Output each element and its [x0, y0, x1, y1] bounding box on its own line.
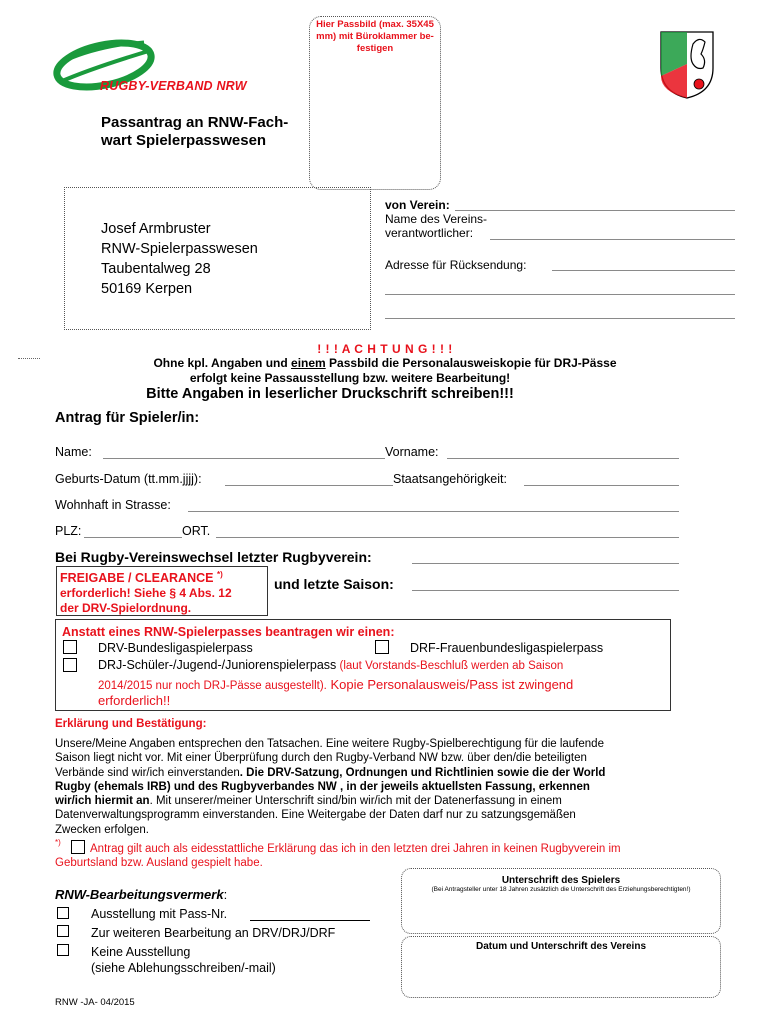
- declaration-line-2: Saison liegt nicht vor. Mit einer Überprüfung durch den Rugby-Verband NW bzw. über den/die beteiligten: [55, 752, 587, 765]
- forward-label: Zur weiteren Bearbeitung an DRV/DRJ/DRF: [91, 926, 336, 940]
- clearance-line-3: der DRV-Spielordnung.: [60, 601, 192, 615]
- last-club-field[interactable]: [412, 563, 679, 564]
- zip-field[interactable]: [84, 537, 182, 538]
- name-field[interactable]: [103, 458, 385, 459]
- processing-heading: [55, 887, 227, 902]
- address-street: Taubentalweg 28: [101, 261, 211, 277]
- oath-line-1: Antrag gilt auch als eidesstattliche Erklärung das ich in den letzten drei Jahren in keinen Rugbyverein im: [90, 843, 621, 855]
- return-address-field-1[interactable]: [552, 270, 735, 271]
- from-club-label: von Verein:: [385, 198, 450, 212]
- attention-line-1b: Passbild die Personalausweiskopie für DRJ-Pässe: [325, 356, 617, 370]
- title-line-2: wart Spielerpasswesen: [101, 132, 267, 149]
- birthdate-field[interactable]: [225, 485, 393, 486]
- street-field[interactable]: [188, 511, 679, 512]
- return-address-field-3[interactable]: [385, 318, 735, 319]
- drj-jugend-line: [98, 658, 563, 672]
- club-signature-label: Datum und Unterschrift des Vereins: [475, 941, 647, 952]
- address-city: 50169 Kerpen: [101, 281, 193, 297]
- photo-box-text: Hier Passbild (max. 35X45 mm) mit Büroklammer be-festigen: [316, 19, 434, 54]
- last-season-label: und letzte Saison:: [274, 576, 394, 592]
- issue-pass-checkbox[interactable]: [57, 907, 69, 919]
- zip-label: PLZ:: [55, 524, 82, 538]
- drf-frauen-label: DRF-Frauenbundesligaspielerpass: [410, 641, 604, 655]
- declaration-line-3: [55, 766, 681, 780]
- drj-jugend-checkbox[interactable]: [63, 658, 77, 672]
- declaration-line-5a: wir/ich hiermit an: [55, 795, 150, 808]
- declaration-heading: Erklärung und Bestätigung:: [55, 718, 207, 730]
- name-label: Name:: [55, 445, 92, 459]
- last-club-label: Bei Rugby-Vereinswechsel letzter Rugbyverein:: [55, 549, 372, 565]
- responsible-label-1: Name des Vereins-: [385, 212, 488, 226]
- attention-line-1a: Ohne kpl. Angaben und: [153, 356, 292, 370]
- nrw-crest: [659, 30, 715, 105]
- pass-number-field[interactable]: [250, 920, 370, 921]
- pass-type-heading: Anstatt eines RNW-Spielerpasses beantragen wir einen:: [62, 625, 395, 639]
- last-season-field[interactable]: [412, 590, 679, 591]
- drj-jugend-label: DRJ-Schüler-/Jugend-/Juniorenspielerpass: [98, 658, 337, 672]
- address-box: [64, 187, 371, 330]
- drf-frauen-checkbox[interactable]: [375, 640, 389, 654]
- attention-line-2: erfolgt keine Passausstellung bzw. weitere Bearbeitung!: [189, 371, 511, 385]
- clearance-line-1: [60, 570, 223, 585]
- address-dept: RNW-Spielerpasswesen: [101, 241, 258, 257]
- drj-note-line-2: [98, 676, 573, 694]
- page-title: [101, 114, 288, 150]
- no-issue-checkbox[interactable]: [57, 944, 69, 956]
- address-block: [101, 219, 258, 299]
- drj-note-line-3: erforderlich!!: [98, 693, 171, 708]
- oath-line-2: Geburtsland bzw. Ausland gespielt habe.: [55, 857, 263, 869]
- nationality-label: Staatsangehörigkeit:: [393, 472, 507, 486]
- rugby-verband-logo: [52, 38, 297, 100]
- declaration-line-1: Unsere/Meine Angaben entsprechen den Tatsachen. Eine weitere Rugby-Spielberechtigung für die laufende: [55, 738, 604, 750]
- birthdate-label: Geburts-Datum (tt.mm.jjjj):: [55, 472, 202, 486]
- declaration-line-3a: Verbände sind wir/ich einverstanden: [55, 766, 240, 779]
- player-signature-note: (Bei Antragsteller unter 18 Jahren zusätzlich die Unterschrift des Erziehungsberechtigten!): [431, 886, 691, 893]
- from-club-field[interactable]: [455, 210, 735, 211]
- declaration-line-3b: . Die DRV-Satzung, Ordnungen und Richtlinien sowie die der World: [239, 766, 606, 779]
- drv-bundesliga-label: DRV-Bundesligaspielerpass: [98, 641, 253, 655]
- address-name: Josef Armbruster: [101, 221, 211, 237]
- photo-box: [309, 16, 441, 190]
- firstname-field[interactable]: [447, 458, 679, 459]
- street-label: Wohnhaft in Strasse:: [55, 498, 171, 512]
- nationality-field[interactable]: [524, 485, 679, 486]
- player-signature-box[interactable]: [401, 868, 721, 934]
- logo-text: RUGBY-VERBAND NRW: [100, 79, 247, 93]
- id-copy-note: Kopie Personalausweis/Pass ist zwingend: [326, 677, 574, 692]
- return-address-field-2[interactable]: [385, 294, 735, 295]
- declaration-line-6: Datenverwaltungsprogramm einverstanden. Eine Weitergabe der Daten darf nur zu satzungsgemäßen: [55, 809, 576, 822]
- clearance-sup: *): [216, 570, 223, 579]
- drv-bundesliga-checkbox[interactable]: [63, 640, 77, 654]
- oath-sup: *): [55, 838, 61, 847]
- return-address-label: Adresse für Rücksendung:: [385, 258, 527, 272]
- no-issue-sub: (siehe Ablehungsschreiben/-mail): [91, 961, 276, 975]
- no-issue-label: Keine Ausstellung: [91, 945, 191, 959]
- processing-heading-colon: :: [223, 887, 228, 902]
- declaration-line-4: Rugby (ehemals IRB) und des Rugbyverbandes NW , in der jeweils aktuellsten Fassung, erkennen: [55, 780, 590, 793]
- declaration-text: [55, 737, 681, 837]
- processing-heading-text: RNW-Bearbeitungsvermerk: [55, 887, 224, 902]
- player-heading: Antrag für Spieler/in:: [55, 410, 200, 426]
- declaration-line-7: Zwecken erfolgen.: [55, 823, 149, 836]
- forward-checkbox[interactable]: [57, 925, 69, 937]
- clearance-text-1: FREIGABE / CLEARANCE: [60, 571, 214, 586]
- nrw-coat-of-arms-icon: [659, 30, 715, 100]
- firstname-label: Vorname:: [385, 445, 439, 459]
- oath-checkbox[interactable]: [71, 840, 85, 854]
- player-signature-label: Unterschrift des Spielers: [501, 875, 621, 886]
- responsible-label-2: verantwortlicher:: [385, 226, 474, 240]
- club-signature-box[interactable]: [401, 936, 721, 998]
- city-label: ORT.: [182, 524, 211, 538]
- attention-line-1-underlined: einem: [291, 356, 326, 370]
- attention-heading: ! ! ! A C H T U N G ! ! !: [317, 342, 453, 356]
- attention-line-1: [0, 356, 770, 370]
- declaration-line-5b: . Mit unserer/meiner Unterschrift sind/bin wir/ich mit der Datenerfassung in einem: [149, 795, 562, 808]
- attention-line-3: Bitte Angaben in leserlicher Druckschrift schreiben!!!: [146, 386, 514, 402]
- responsible-field[interactable]: [490, 239, 735, 240]
- form-code: RNW -JA- 04/2015: [55, 997, 135, 1008]
- issue-pass-label: Ausstellung mit Pass-Nr.: [91, 907, 228, 921]
- drj-note-2: 2014/2015 nur noch DRJ-Pässe ausgestellt).: [98, 680, 327, 692]
- clearance-line-2: erforderlich! Siehe § 4 Abs. 12: [60, 586, 232, 600]
- city-field[interactable]: [216, 537, 679, 538]
- title-line-1: Passantrag an RNW-Fach-: [101, 114, 289, 131]
- drj-note-1: (laut Vorstands-Beschluß werden ab Saison: [336, 660, 564, 672]
- declaration-line-5: [55, 794, 681, 808]
